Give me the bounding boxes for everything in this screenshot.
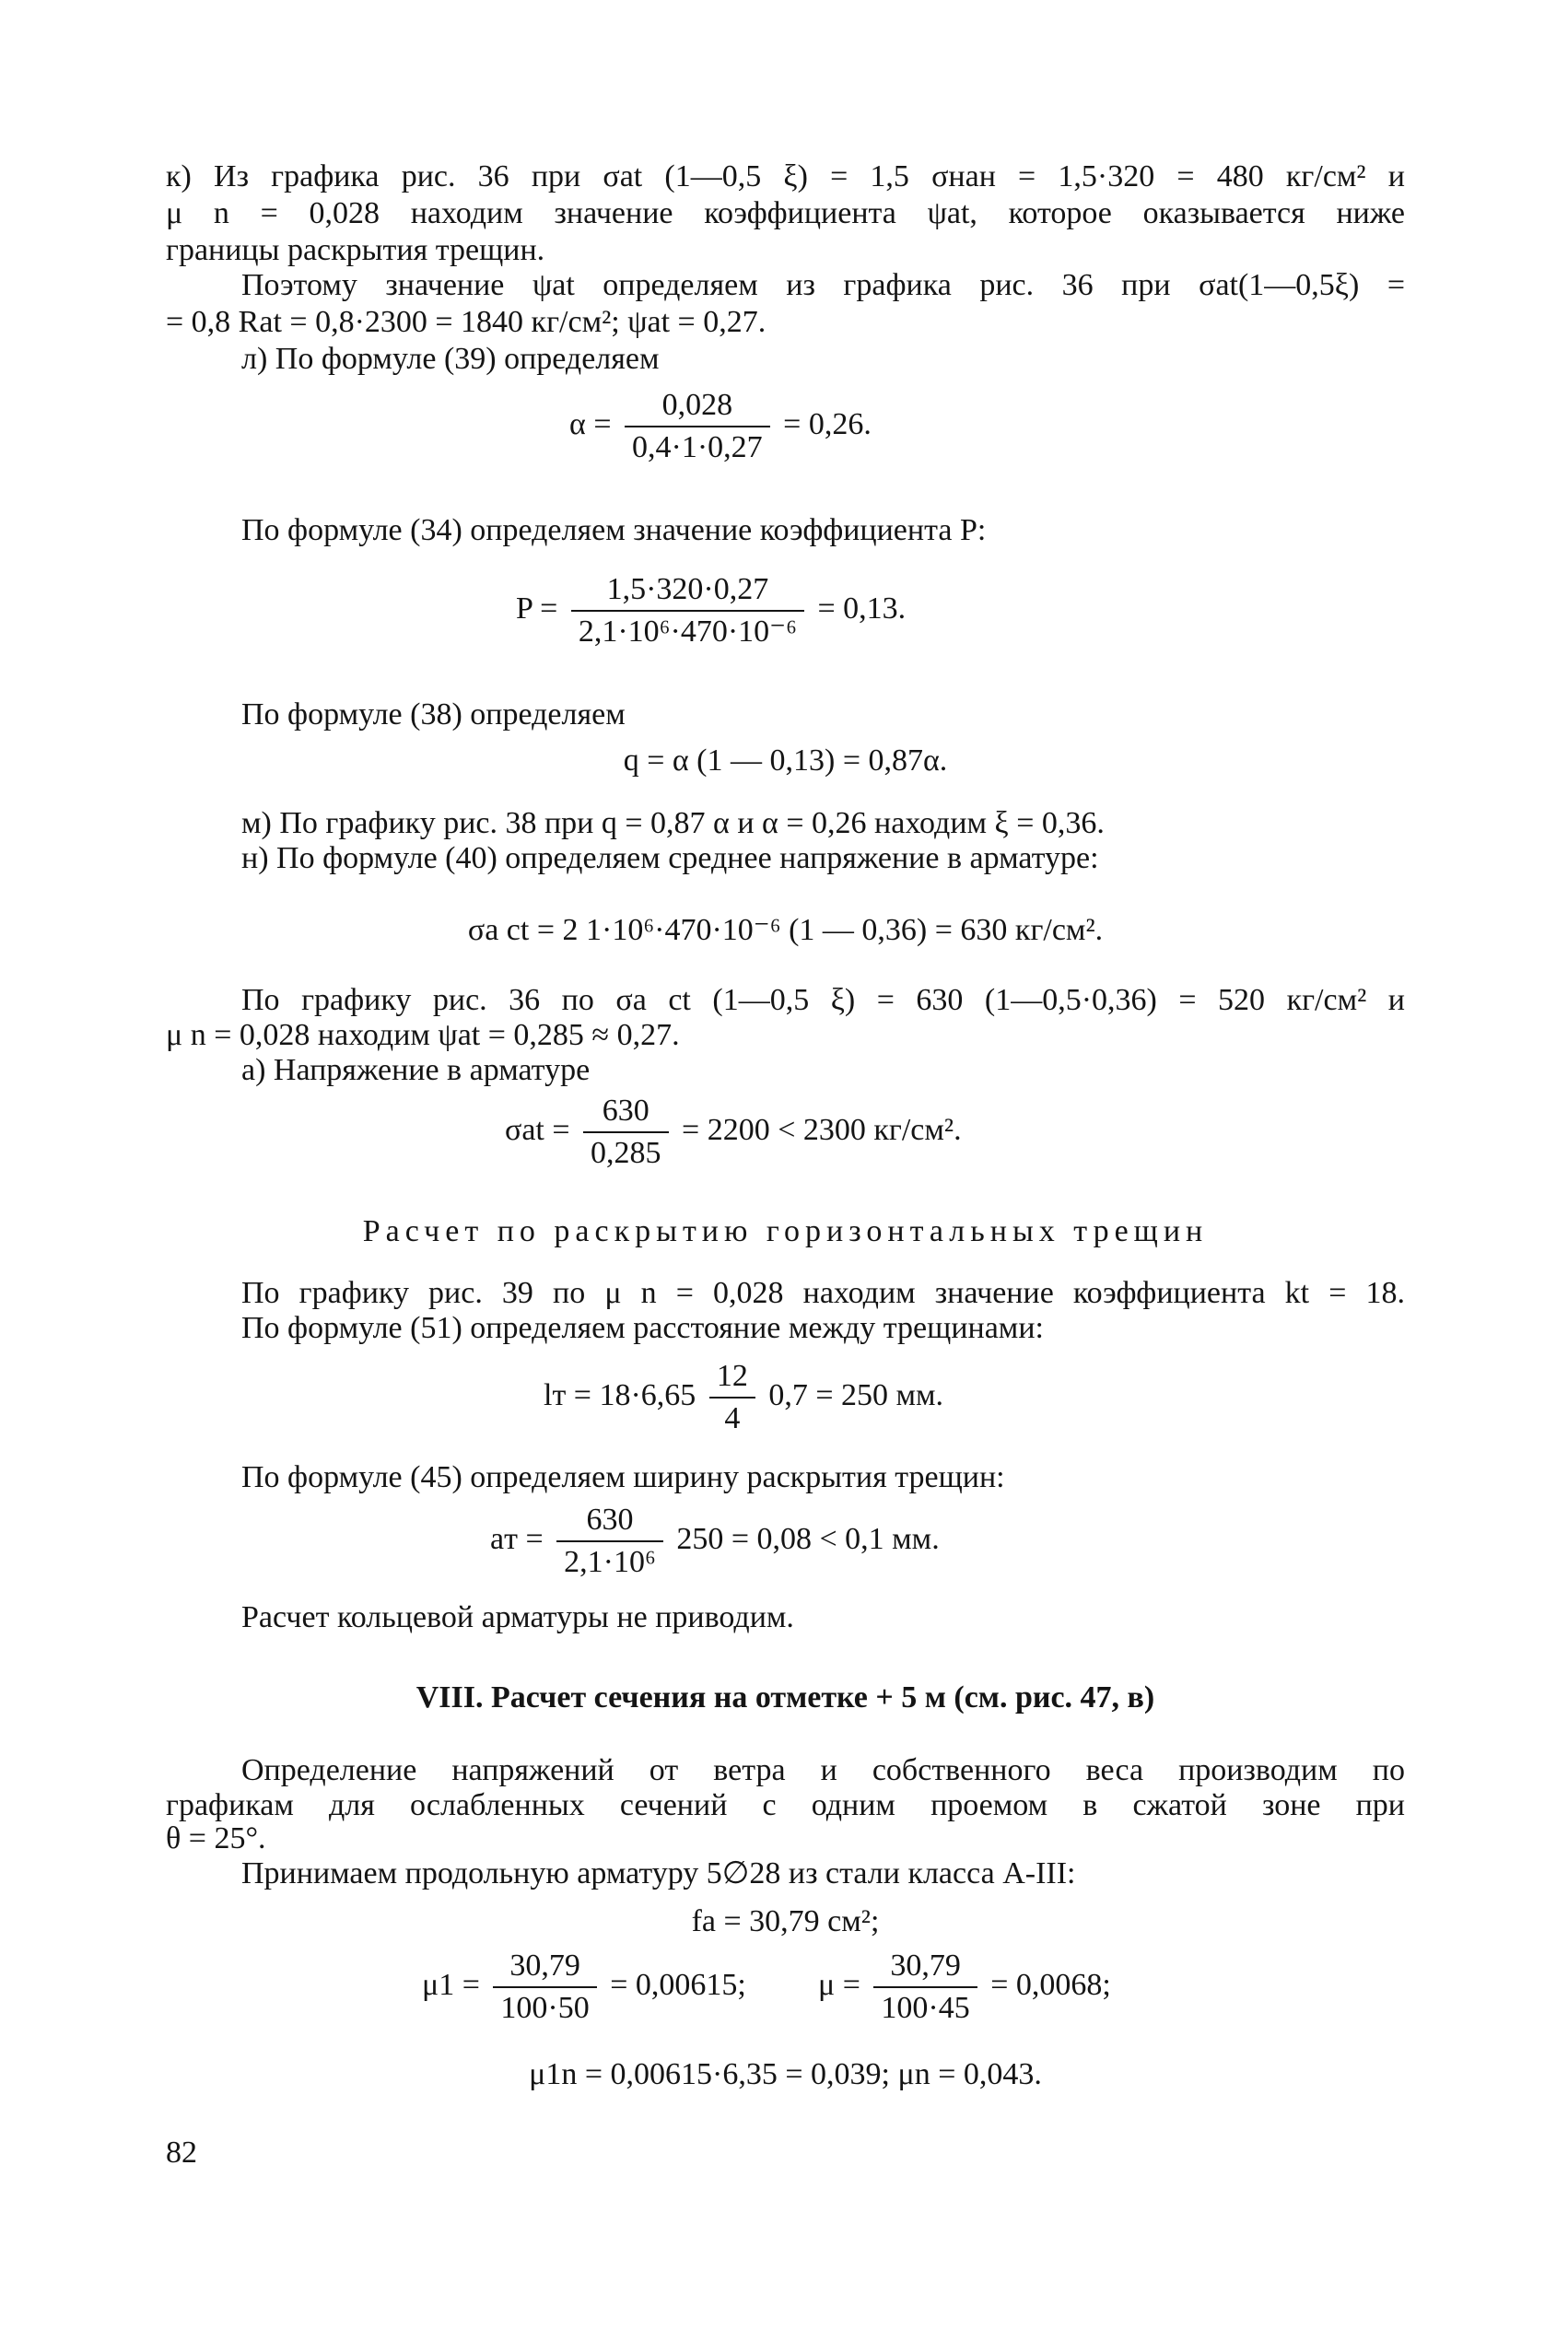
text-line: По формуле (45) определяем ширину раскрытия трещин:: [241, 1460, 1005, 1494]
numerator: 630: [583, 1093, 669, 1133]
fraction: [556, 1502, 663, 1581]
fraction: [709, 1358, 755, 1437]
denominator: 2,1·10⁶·470·10⁻⁶: [578, 614, 797, 649]
denominator: 2,1·10⁶: [564, 1545, 656, 1579]
formula-p: [516, 571, 906, 650]
formula-mu1: [422, 1948, 746, 2027]
text-line: По формуле (51) определяем расстояние между трещинами:: [241, 1311, 1044, 1345]
formula-mu-n: μ1n = 0,00615·6,35 = 0,039; μn = 0,043.: [529, 2057, 1042, 2091]
text-line: μ n = 0,028 находим значение коэффициента ψat, которое оказывается ниже: [166, 196, 1405, 230]
text-line: а) Напряжение в арматуре: [241, 1053, 591, 1087]
formula-sigma-act: σa ct = 2 1·10⁶·470·10⁻⁶ (1 — 0,36) = 630 кг/см².: [467, 913, 1104, 947]
text-line: Расчет кольцевой арматуры не приводим.: [241, 1600, 794, 1634]
formula-rhs: 0,7 = 250 мм.: [768, 1377, 944, 1412]
formula-alpha: [569, 387, 872, 466]
text-line: μ n = 0,028 находим ψat = 0,285 ≈ 0,27.: [166, 1018, 680, 1052]
formula-at: [490, 1502, 940, 1581]
text-line: Принимаем продольную арматуру 5∅28 из стали класса A-III:: [241, 1856, 1076, 1890]
text-line: н) По формуле (40) определяем среднее напряжение в арматуре:: [241, 841, 1099, 875]
numerator: 630: [556, 1502, 663, 1542]
fraction: [493, 1948, 596, 2027]
numerator: 1,5·320·0,27: [571, 571, 804, 612]
text-line: границы раскрытия трещин.: [166, 233, 545, 267]
formula-lt: [544, 1358, 943, 1437]
numerator: 0,028: [625, 387, 770, 427]
formula-fa: fa = 30,79 см²;: [691, 1904, 880, 1938]
denominator: 100·50: [500, 1991, 590, 2025]
formula-q: q = α (1 — 0,13) = 0,87α.: [623, 743, 948, 778]
formula-rhs: = 0,13.: [817, 591, 907, 626]
text-line: По формуле (38) определяем: [241, 697, 626, 731]
denominator: 100·45: [881, 1991, 970, 2025]
text-line: Определение напряжений от ветра и собственного веса производим по: [241, 1753, 1405, 1787]
denominator: 0,4·1·0,27: [632, 430, 763, 464]
text-line: Поэтому значение ψat определяем из графика рис. 36 при σat(1—0,5ξ) =: [241, 268, 1405, 302]
text-line: По графику рис. 39 по μ n = 0,028 находим значение коэффициента kt = 18.: [241, 1276, 1405, 1310]
fraction: [625, 387, 770, 466]
fraction: [873, 1948, 977, 2027]
formula-rhs: = 0,26.: [783, 406, 872, 441]
denominator: 4: [724, 1401, 741, 1435]
text-line: По графику рис. 36 по σa ct (1—0,5 ξ) = 630 (1—0,5·0,36) = 520 кг/см² и: [241, 983, 1405, 1017]
page-number: 82: [166, 2136, 197, 2170]
text-line: л) По формуле (39) определяем: [241, 342, 660, 376]
text-line: θ = 25°.: [166, 1821, 266, 1855]
formula-rhs: = 0,0068;: [990, 1967, 1111, 2002]
formula-lhs: μ1 =: [422, 1967, 480, 2002]
section-title: VIII. Расчет сечения на отметке + 5 м (см. рис. 47, в): [415, 1680, 1155, 1715]
formula-rhs: = 2200 < 2300 кг/см².: [682, 1112, 962, 1147]
section-heading: Расчет по раскрытию горизонтальных трещин: [362, 1214, 1209, 1248]
formula-lhs: lт = 18·6,65: [544, 1377, 696, 1412]
formula-lhs: α =: [569, 406, 612, 441]
text-line: По формуле (34) определяем значение коэффициента P:: [241, 513, 987, 547]
text-line: графикам для ослабленных сечений с одним проемом в сжатой зоне при: [166, 1788, 1405, 1822]
formula-lhs: μ =: [818, 1967, 860, 2002]
text-line: м) По графику рис. 38 при q = 0,87 α и α = 0,26 находим ξ = 0,36.: [241, 806, 1105, 840]
numerator: 30,79: [873, 1948, 977, 1988]
text-line: к) Из графика рис. 36 при σat (1—0,5 ξ) = 1,5 σнан = 1,5·320 = 480 кг/см² и: [166, 159, 1405, 193]
numerator: 30,79: [493, 1948, 596, 1988]
formula-rhs: = 0,00615;: [610, 1967, 746, 2002]
formula-rhs: 250 = 0,08 < 0,1 мм.: [676, 1521, 940, 1556]
numerator: 12: [709, 1358, 755, 1399]
formula-lhs: aт =: [490, 1521, 544, 1556]
formula-lhs: P =: [516, 591, 558, 626]
formula-mu: [818, 1948, 1111, 2027]
formula-sigma-at: [505, 1093, 962, 1172]
fraction: [571, 571, 804, 650]
text-line: = 0,8 Rat = 0,8·2300 = 1840 кг/см²; ψat = 0,27.: [166, 305, 766, 339]
fraction: [583, 1093, 669, 1172]
denominator: 0,285: [591, 1136, 661, 1170]
formula-lhs: σat =: [505, 1112, 570, 1147]
